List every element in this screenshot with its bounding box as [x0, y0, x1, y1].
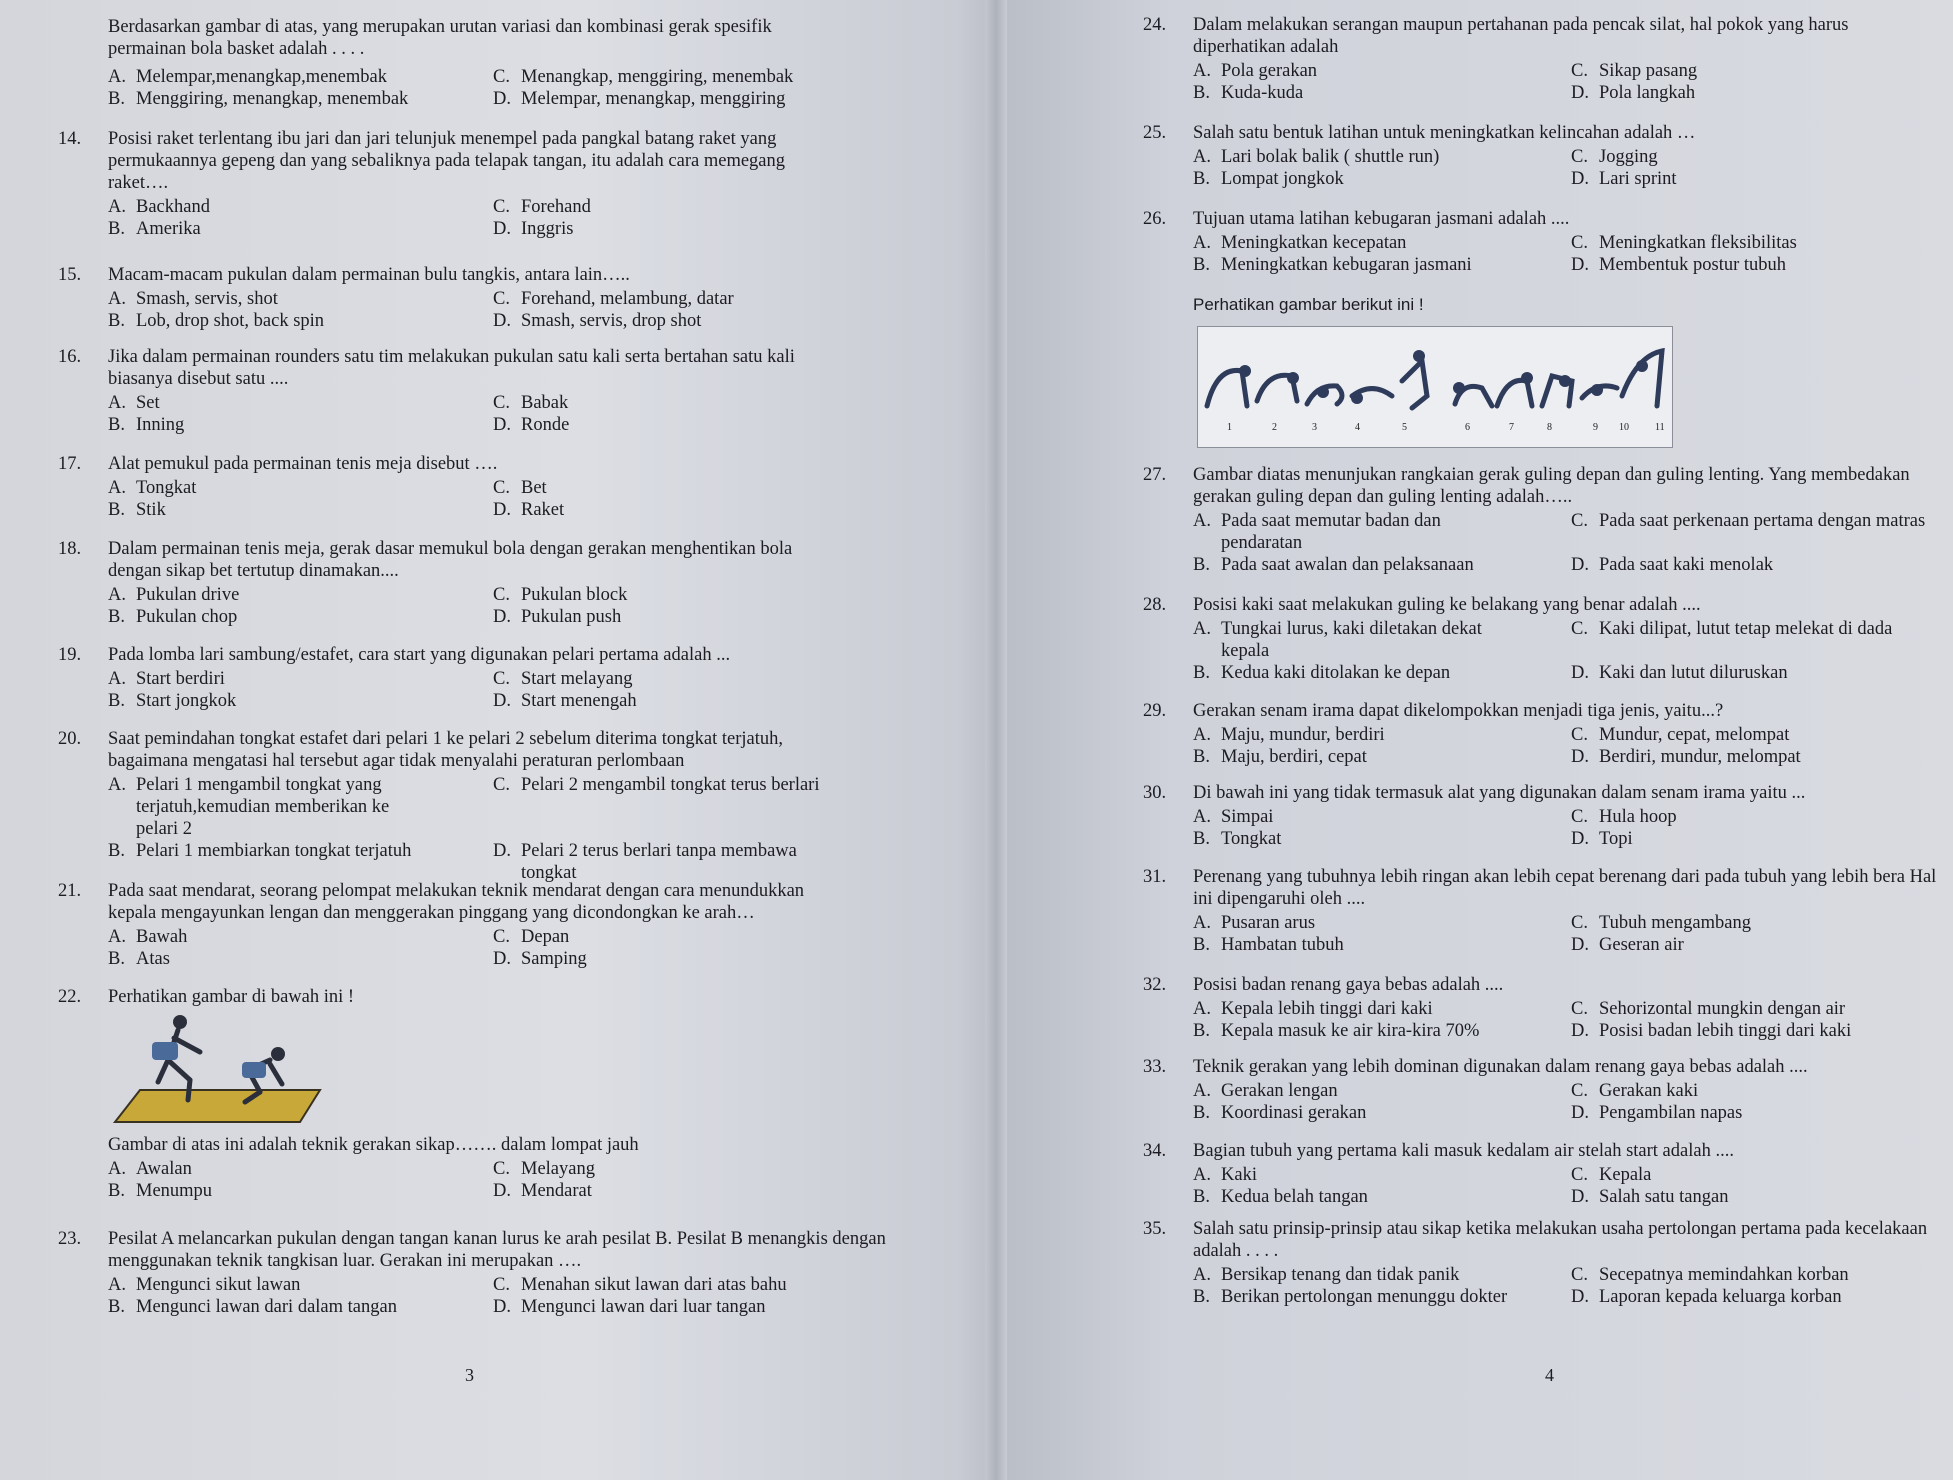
option[interactable]: C. Kepala — [1571, 1165, 1652, 1185]
option[interactable]: B. Stik — [108, 500, 166, 520]
option[interactable]: C. Kaki dilipat, lutut tetap melekat di dada — [1571, 619, 1893, 639]
option[interactable]: D. Kaki dan lutut diluruskan — [1571, 663, 1788, 683]
option[interactable]: B. Kepala masuk ke air kira-kira 70% — [1193, 1021, 1480, 1041]
option[interactable]: A. Bawah — [108, 927, 188, 947]
option[interactable]: B. Maju, berdiri, cepat — [1193, 747, 1367, 767]
question-29 — [1143, 700, 1913, 768]
question-number: 30. — [1143, 783, 1167, 803]
option[interactable]: D. Samping — [493, 949, 587, 969]
option[interactable]: A. Pusaran arus — [1193, 913, 1316, 933]
question-33 — [1143, 1056, 1933, 1124]
option[interactable]: D. Lari sprint — [1571, 169, 1677, 189]
option[interactable]: D. Membentuk postur tubuh — [1571, 255, 1787, 275]
option[interactable]: A. Lari bolak balik ( shuttle run) — [1193, 147, 1440, 167]
question-stem: Perhatikan gambar di bawah ini ! — [108, 987, 355, 1007]
option[interactable]: A. Set — [108, 393, 160, 413]
question-number: 18. — [58, 539, 82, 559]
option[interactable]: A. Gerakan lengan — [1193, 1081, 1338, 1101]
question-stem: Bagian tubuh yang pertama kali masuk kedalam air stelah start adalah .... — [1193, 1141, 1734, 1161]
option[interactable]: A. Pola gerakan — [1193, 61, 1318, 81]
question-stem: Gambar di atas ini adalah teknik gerakan sikap……. dalam lompat jauh — [108, 1135, 639, 1155]
option[interactable]: A. Simpai — [1193, 807, 1274, 827]
question-number: 28. — [1143, 595, 1167, 615]
option[interactable]: A. Mengunci sikut lawan — [108, 1275, 301, 1295]
question-stem: Posisi badan renang gaya bebas adalah .... — [1193, 975, 1504, 995]
option[interactable]: B. Start jongkok — [108, 691, 237, 711]
question-stem: Pada lomba lari sambung/estafet, cara start yang digunakan pelari pertama adalah ... — [108, 645, 731, 665]
option[interactable]: C. Tubuh mengambang — [1571, 913, 1751, 933]
question-22 — [58, 986, 848, 1008]
option[interactable]: B. Pada saat awalan dan pelaksanaan — [1193, 555, 1474, 575]
option[interactable]: A. Pelari 1 mengambil tongkat yang terjatuh,kemudian memberikan ke pelari 2 — [108, 775, 390, 839]
option[interactable]: B. Kedua kaki ditolakan ke depan — [1193, 663, 1451, 683]
step-number: 9 — [1593, 422, 1598, 433]
jumper-shirt — [152, 1042, 178, 1060]
option[interactable]: C. Meningkatkan fleksibilitas — [1571, 233, 1797, 253]
option[interactable]: C. Sehorizontal mungkin dengan air — [1571, 999, 1846, 1019]
option[interactable]: C. Menahan sikut lawan dari atas bahu — [493, 1275, 787, 1295]
step-number: 6 — [1465, 422, 1470, 433]
question-19 — [58, 644, 848, 712]
option[interactable]: A. Maju, mundur, berdiri — [1193, 725, 1385, 745]
question-25 — [1143, 122, 1913, 190]
option[interactable]: D. Ronde — [493, 415, 570, 435]
option[interactable]: A. Melempar,menangkap,menembak — [108, 67, 387, 87]
option[interactable]: B. Hambatan tubuh — [1193, 935, 1344, 955]
jumper-shirt — [242, 1062, 266, 1078]
question-31 — [1143, 866, 1948, 956]
question-number: 17. — [58, 454, 82, 474]
rolling-sequence-illustration — [1197, 326, 1673, 448]
question-intro — [108, 16, 848, 110]
option[interactable]: C. Pelari 2 mengambil tongkat terus berlari — [493, 775, 820, 795]
option[interactable]: C. Menangkap, menggiring, menembak — [493, 67, 794, 87]
question-stem: Dalam permainan tenis meja, gerak dasar memukul bola dengan gerakan menghentikan bola dengan sikap bet tertutup dinamakan.... — [108, 539, 793, 581]
option[interactable]: B. Koordinasi gerakan — [1193, 1103, 1367, 1123]
question-24 — [1143, 14, 1913, 104]
option[interactable]: D. Melempar, menangkap, menggiring — [493, 89, 786, 109]
option[interactable]: B. Meningkatkan kebugaran jasmani — [1193, 255, 1472, 275]
option[interactable]: A. Kepala lebih tinggi dari kaki — [1193, 999, 1433, 1019]
option[interactable]: C. Pukulan block — [493, 585, 628, 605]
step-number: 10 — [1619, 422, 1629, 433]
option[interactable]: C. Forehand — [493, 197, 591, 217]
question-number: 14. — [58, 129, 82, 149]
option[interactable]: D. Laporan kepada keluarga korban — [1571, 1287, 1842, 1307]
question-number: 26. — [1143, 209, 1167, 229]
option[interactable]: B. Berikan pertolongan menunggu dokter — [1193, 1287, 1508, 1307]
option[interactable]: D. Raket — [493, 500, 565, 520]
step-number: 2 — [1272, 422, 1277, 433]
question-number: 33. — [1143, 1057, 1167, 1077]
option[interactable]: C. Bet — [493, 478, 547, 498]
option[interactable]: B. Pukulan chop — [108, 607, 238, 627]
option[interactable]: B. Kuda-kuda — [1193, 83, 1304, 103]
question-number: 24. — [1143, 15, 1167, 35]
step-number: 7 — [1509, 422, 1514, 433]
right-page — [1005, 0, 1953, 1480]
option[interactable]: A. Awalan — [108, 1159, 192, 1179]
option[interactable]: A. Start berdiri — [108, 669, 225, 689]
option[interactable]: C. Depan — [493, 927, 570, 947]
option[interactable]: A. Smash, servis, shot — [108, 289, 278, 309]
option[interactable]: C. Pada saat perkenaan pertama dengan matras — [1571, 511, 1926, 531]
question-14 — [58, 128, 848, 240]
question-stem: Dalam melakukan serangan maupun pertahanan pada pencak silat, hal pokok yang harus diperhatikan adalah — [1193, 15, 1849, 57]
step-number: 1 — [1227, 422, 1232, 433]
question-26 — [1143, 208, 1913, 276]
question-stem: Gambar diatas menunjukan rangkaian gerak guling depan dan guling lenting. Yang membedakan gerakan guling depan dan guling lenting adalah….. — [1193, 465, 1910, 507]
step-number: 5 — [1402, 422, 1407, 433]
page-number: 3 — [465, 1365, 474, 1385]
question-32 — [1143, 974, 1933, 1042]
option[interactable]: D. Topi — [1571, 829, 1633, 849]
question-number: 23. — [58, 1229, 82, 1249]
question-30 — [1143, 782, 1913, 850]
option[interactable]: A. Pukulan drive — [108, 585, 240, 605]
option[interactable]: D. Start menengah — [493, 691, 637, 711]
option[interactable]: D. Smash, servis, drop shot — [493, 311, 702, 331]
question-number: 32. — [1143, 975, 1167, 995]
question-number: 29. — [1143, 701, 1167, 721]
option[interactable]: B. Amerika — [108, 219, 201, 239]
option[interactable]: A. Kaki — [1193, 1165, 1257, 1185]
question-number: 21. — [58, 881, 82, 901]
question-stem: Saat pemindahan tongkat estafet dari pelari 1 ke pelari 2 sebelum diterima tongkat terjatuh, bagaimana mengatasi hal tersebut agar tidak menyalahi peraturan perlombaan — [108, 729, 784, 771]
option[interactable]: B. Pelari 1 membiarkan tongkat terjatuh — [108, 841, 412, 861]
question-stem: Pada saat mendarat, seorang pelompat melakukan teknik mendarat dengan cara menundukkan kepala mengayunkan lengan dan menggerakan pinggang yang dicondongkan ke arah… — [108, 881, 805, 923]
question-stem: Jika dalam permainan rounders satu tim melakukan pukulan satu kali serta bertahan satu kali biasanya disebut satu .... — [108, 347, 795, 389]
question-number: 16. — [58, 347, 82, 367]
question-28 — [1143, 594, 1948, 684]
option[interactable]: B. Tongkat — [1193, 829, 1282, 849]
question-16 — [58, 346, 848, 436]
question-number: 34. — [1143, 1141, 1167, 1161]
option[interactable]: D. Posisi badan lebih tinggi dari kaki — [1571, 1021, 1852, 1041]
question-35 — [1143, 1218, 1933, 1308]
option[interactable]: A. Tungkai lurus, kaki diletakan dekat kepala — [1193, 619, 1482, 661]
option[interactable]: B. Menggiring, menangkap, menembak — [108, 89, 409, 109]
question-number: 20. — [58, 729, 82, 749]
option[interactable]: D. Mengunci lawan dari luar tangan — [493, 1297, 766, 1317]
option[interactable]: D. Pukulan push — [493, 607, 622, 627]
question-stem: Berdasarkan gambar di atas, yang merupakan urutan variasi dan kombinasi gerak spesifik permainan bola basket adalah . . . . — [108, 17, 772, 59]
option[interactable]: C. Gerakan kaki — [1571, 1081, 1699, 1101]
option[interactable]: C. Mundur, cepat, melompat — [1571, 725, 1790, 745]
question-stem: Salah satu prinsip-prinsip atau sikap ketika melakukan usaha pertolongan pertama pada kecelakaan adalah . . . . — [1193, 1219, 1928, 1261]
question-number: 19. — [58, 645, 82, 665]
question-23 — [58, 1228, 888, 1318]
option[interactable]: D. Mendarat — [493, 1181, 592, 1201]
question-stem: Alat pemukul pada permainan tenis meja disebut …. — [108, 454, 498, 474]
option[interactable]: A. Pada saat memutar badan dan pendaratan — [1193, 511, 1441, 553]
option[interactable]: D. Pola langkah — [1571, 83, 1696, 103]
long-jump-illustration — [110, 1012, 325, 1124]
question-stem: Posisi kaki saat melakukan guling ke belakang yang benar adalah .... — [1193, 595, 1701, 615]
option[interactable]: D. Berdiri, mundur, melompat — [1571, 747, 1801, 767]
page-number: 4 — [1545, 1365, 1554, 1385]
option[interactable]: D. Pada saat kaki menolak — [1571, 555, 1774, 575]
question-number: 25. — [1143, 123, 1167, 143]
option[interactable]: C. Forehand, melambung, datar — [493, 289, 734, 309]
question-34 — [1143, 1140, 1933, 1208]
option[interactable]: C. Start melayang — [493, 669, 633, 689]
question-stem: Pesilat A melancarkan pukulan dengan tangan kanan lurus ke arah pesilat B. Pesilat B menangkis dengan menggunakan teknik tangkisan luar. Gerakan ini merupakan …. — [108, 1229, 886, 1271]
question-stem: Posisi raket terlentang ibu jari dan jari telunjuk menempel pada pangkal batang raket yang permukaannya gepeng dan yang sebaliknya pada telapak tangan, itu adalah cara memegang raket…. — [108, 129, 786, 193]
step-number: 11 — [1655, 422, 1665, 433]
book-spine — [985, 0, 1007, 1480]
option[interactable]: A. Backhand — [108, 197, 210, 217]
question-17 — [58, 453, 848, 521]
option[interactable]: C. Sikap pasang — [1571, 61, 1698, 81]
question-22-options — [108, 1134, 848, 1202]
question-18 — [58, 538, 848, 628]
option[interactable]: D. Pelari 2 terus berlari tanpa membawa tongkat — [493, 841, 797, 883]
question-number: 22. — [58, 987, 82, 1007]
option[interactable]: B. Atas — [108, 949, 170, 969]
figure-instruction: Perhatikan gambar berikut ini ! — [1193, 295, 1424, 314]
option[interactable]: C. Melayang — [493, 1159, 595, 1179]
question-number: 27. — [1143, 465, 1167, 485]
option[interactable]: C. Hula hoop — [1571, 807, 1677, 827]
question-number: 15. — [58, 265, 82, 285]
option[interactable]: A. Bersikap tenang dan tidak panik — [1193, 1265, 1460, 1285]
question-stem: Di bawah ini yang tidak termasuk alat yang digunakan dalam senam irama yaitu ... — [1193, 783, 1806, 803]
option[interactable]: D. Inggris — [493, 219, 574, 239]
landing-pit — [115, 1090, 320, 1122]
option[interactable]: C. Secepatnya memindahkan korban — [1571, 1265, 1849, 1285]
option[interactable]: B. Lob, drop shot, back spin — [108, 311, 325, 331]
option[interactable]: C. Jogging — [1571, 147, 1658, 167]
option[interactable]: A. Tongkat — [108, 478, 197, 498]
option[interactable]: C. Babak — [493, 393, 569, 413]
question-stem: Gerakan senam irama dapat dikelompokkan menjadi tiga jenis, yaitu...? — [1193, 701, 1724, 721]
option[interactable]: A. Meningkatkan kecepatan — [1193, 233, 1407, 253]
option[interactable]: B. Menumpu — [108, 1181, 213, 1201]
option[interactable]: D. Salah satu tangan — [1571, 1187, 1729, 1207]
step-number: 3 — [1312, 422, 1317, 433]
option[interactable]: D. Geseran air — [1571, 935, 1684, 955]
question-20 — [58, 728, 848, 884]
question-27 — [1143, 464, 1948, 576]
option[interactable]: B. Mengunci lawan dari dalam tangan — [108, 1297, 397, 1317]
question-stem: Salah satu bentuk latihan untuk meningkatkan kelincahan adalah … — [1193, 123, 1696, 143]
question-21 — [58, 880, 848, 970]
question-stem: Teknik gerakan yang lebih dominan digunakan dalam renang gaya bebas adalah .... — [1193, 1057, 1808, 1077]
step-number: 4 — [1355, 422, 1360, 433]
question-stem: Perenang yang tubuhnya lebih ringan akan lebih cepat berenang dari pada tubuh yang lebih bera Hal ini dipengaruhi oleh .... — [1193, 867, 1937, 909]
question-stem: Tujuan utama latihan kebugaran jasmani adalah .... — [1193, 209, 1570, 229]
question-number: 35. — [1143, 1219, 1167, 1239]
option[interactable]: B. Kedua belah tangan — [1193, 1187, 1368, 1207]
option[interactable]: B. Lompat jongkok — [1193, 169, 1344, 189]
question-stem: Macam-macam pukulan dalam permainan bulu tangkis, antara lain….. — [108, 265, 630, 285]
step-number: 8 — [1547, 422, 1552, 433]
option[interactable]: B. Inning — [108, 415, 185, 435]
question-number: 31. — [1143, 867, 1167, 887]
question-15 — [58, 264, 848, 332]
option[interactable]: D. Pengambilan napas — [1571, 1103, 1743, 1123]
